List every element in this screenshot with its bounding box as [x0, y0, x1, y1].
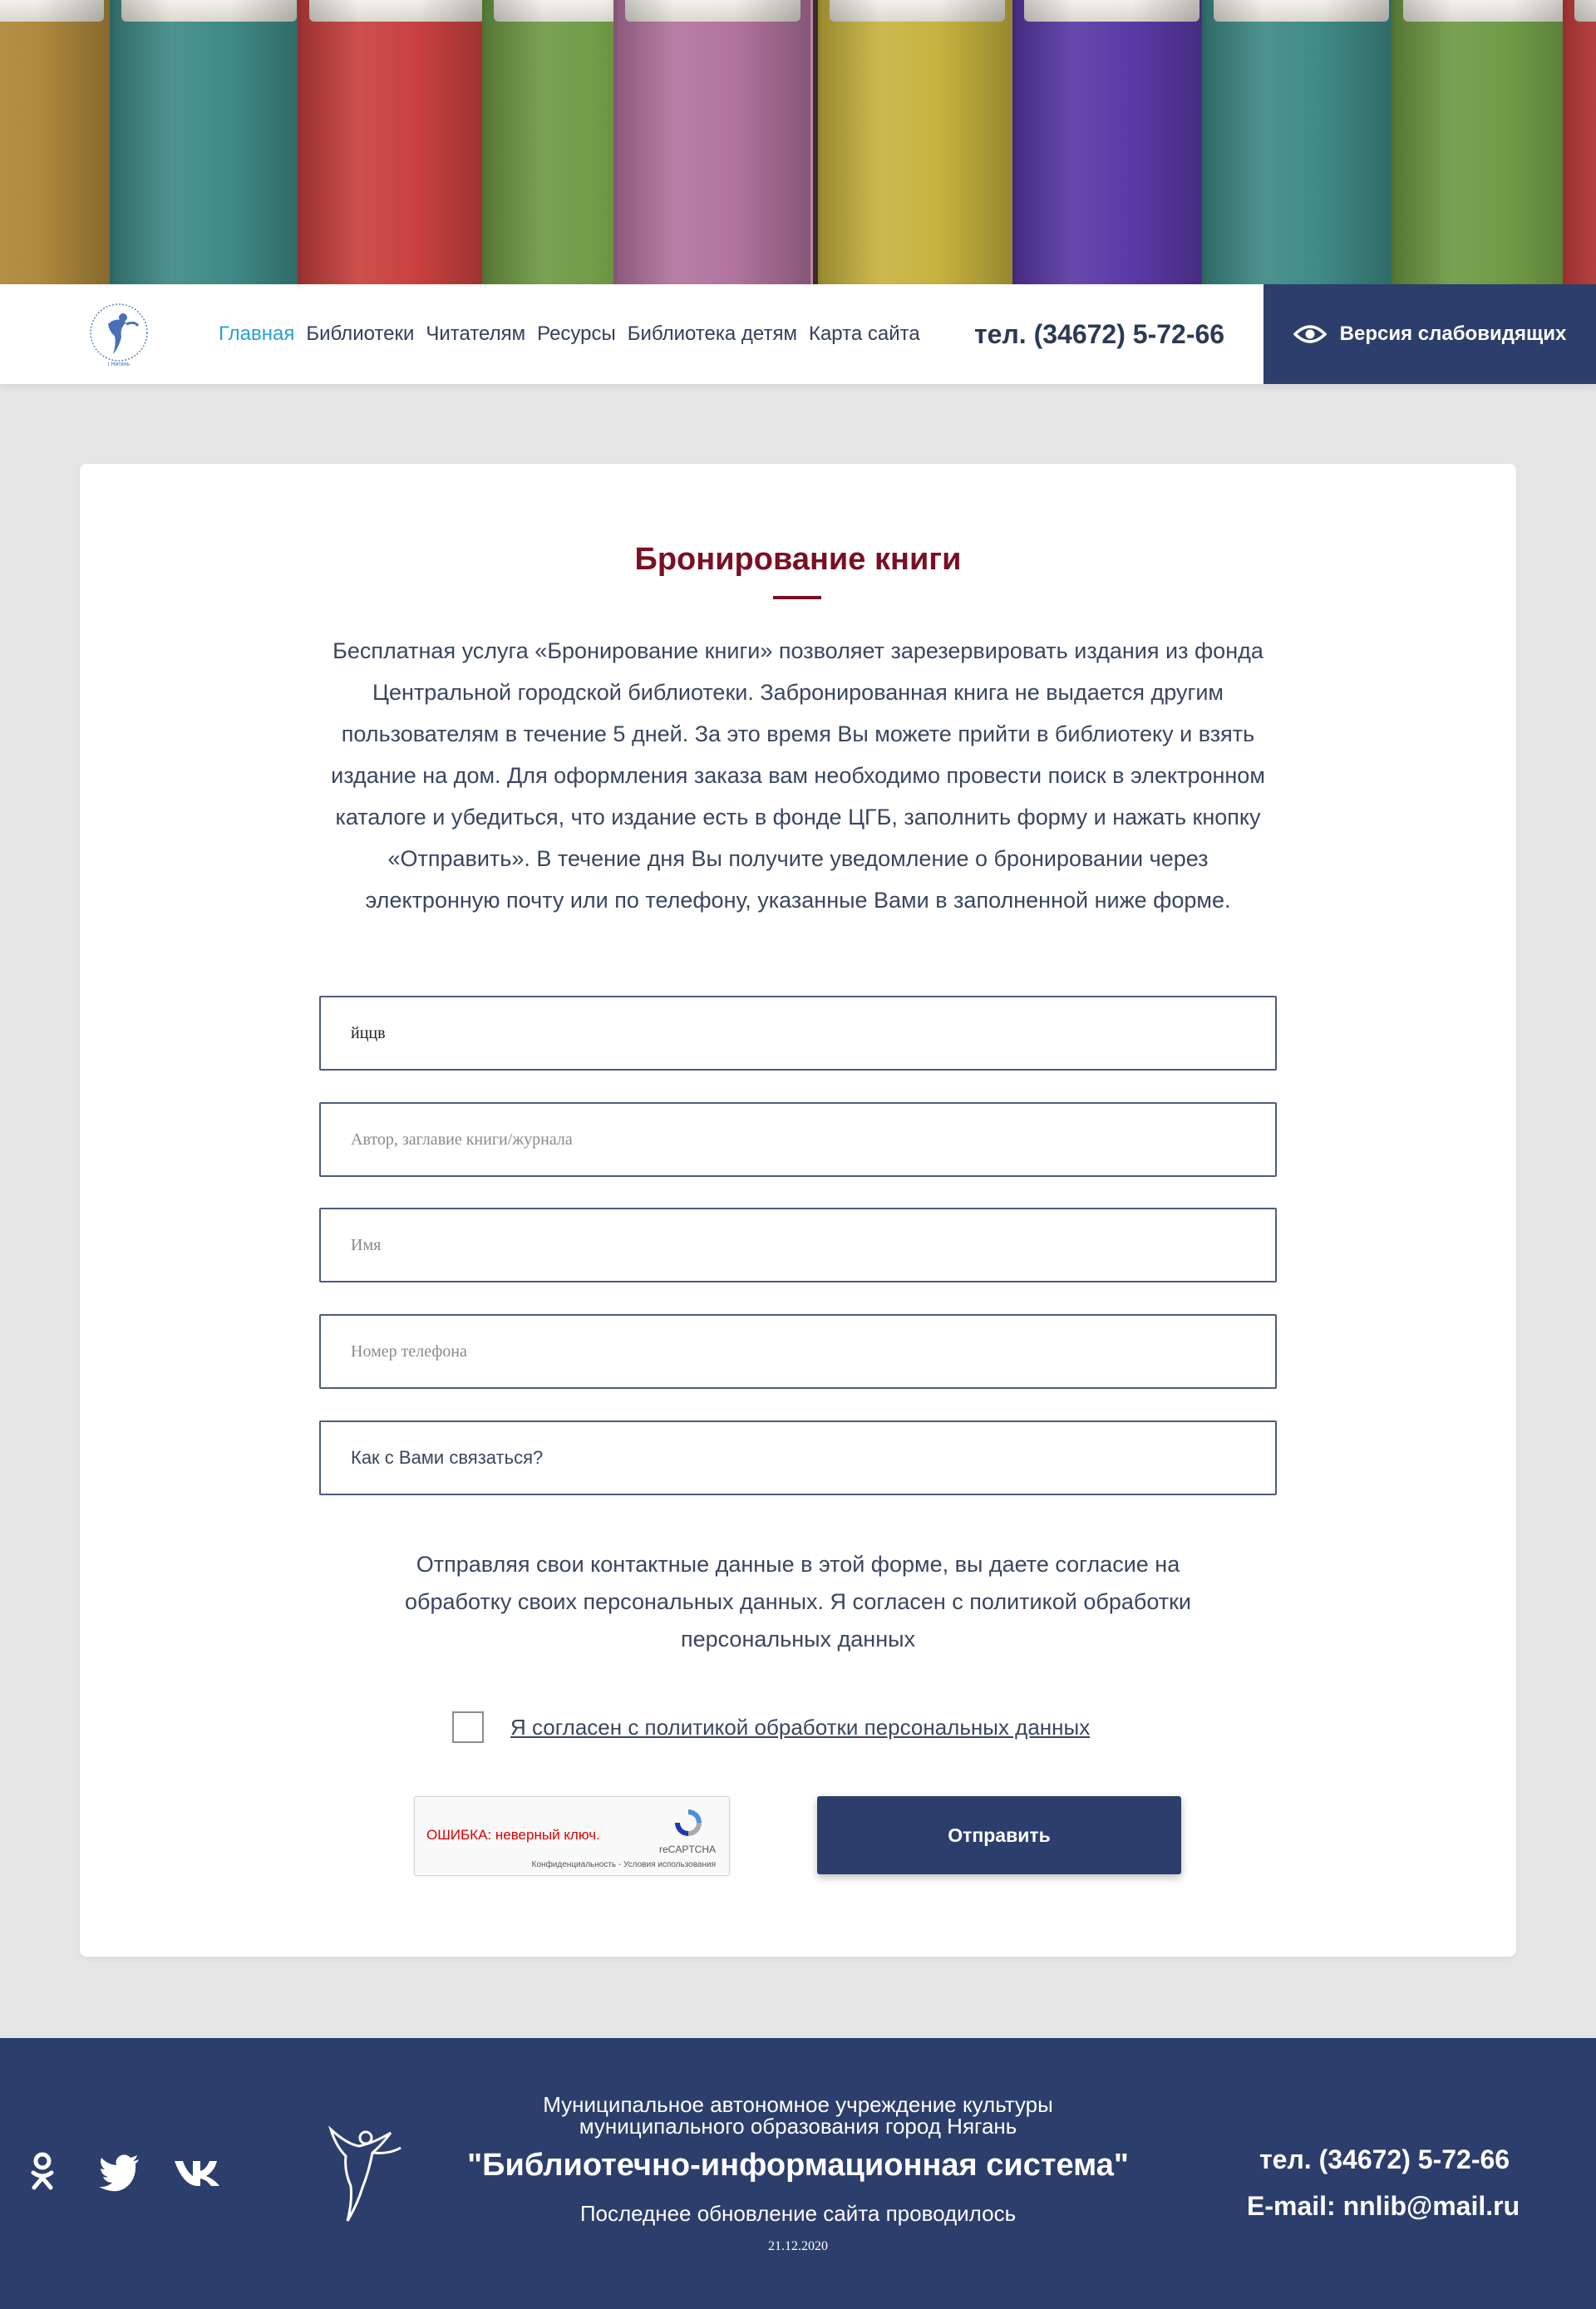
nav-item-kids-library[interactable]: Библиотека детям	[627, 322, 797, 345]
book-spine	[110, 0, 309, 284]
book-title-input[interactable]	[319, 1102, 1277, 1177]
hero-banner	[0, 0, 1596, 284]
library-logo-icon[interactable]	[83, 299, 155, 369]
site-footer	[0, 2038, 1596, 2309]
low-vision-label: Версия слабовидящих	[1339, 322, 1567, 345]
consent-checkbox-row	[452, 1711, 1090, 1744]
book-spine	[1202, 0, 1401, 284]
consent-checkbox[interactable]	[452, 1711, 484, 1743]
low-vision-button[interactable]	[1264, 284, 1596, 384]
svg-text:г.Нягань: г.Нягань	[107, 362, 131, 367]
nav-item-sitemap[interactable]: Карта сайта	[808, 322, 920, 345]
recaptcha-brand: reCAPTCHA	[658, 1844, 716, 1855]
book-spine	[613, 0, 813, 284]
page-title: Бронирование книги	[634, 542, 962, 577]
recaptcha-error: ОШИБКА: неверный ключ.	[426, 1827, 600, 1843]
eye-icon	[1293, 322, 1327, 346]
nav-item-resources[interactable]: Ресурсы	[537, 322, 616, 345]
footer-org-line2: муниципального образования город Нягань	[579, 2114, 1017, 2139]
first-input[interactable]	[319, 996, 1277, 1071]
book-spine	[818, 0, 1017, 284]
recaptcha-links[interactable]: Конфиденциальность - Условия использования	[531, 1860, 716, 1869]
service-description: Бесплатная услуга «Бронирование книги» позволяет зарезервировать издания из фонда Центральной городской библиотеки. Забронированная книга не выдается другим пользователям в течение 5 дней. За это время Вы можете прийти в библиотеку и взять издание на дом. Для оформления заказа вам необходимо провести поиск в электронном каталоге и убедиться, что издание есть в фонде ЦГБ, заполнить форму и нажать кнопку «Отправить». В течение дня Вы получите уведомление о бронировании через электронную почту или по телефону, указанные Вами в заполненной ниже форме.	[331, 638, 1265, 913]
main-nav	[219, 284, 920, 384]
header-phone: тел. (34672) 5-72-66	[974, 319, 1225, 349]
book-spine	[1012, 0, 1212, 284]
nav-item-libraries[interactable]: Библиотеки	[306, 322, 415, 345]
book-spine	[0, 0, 116, 284]
recaptcha-widget[interactable]	[414, 1796, 730, 1876]
footer-org-line1: Муниципальное автономное учреждение культуры	[543, 2092, 1053, 2117]
consent-checkbox-label[interactable]: Я согласен с политикой обработки персональных данных	[510, 1714, 1091, 1740]
footer-update-text: Последнее обновление сайта проводилось	[579, 2201, 1017, 2226]
footer-update-date: 21.12.2020	[768, 2239, 828, 2253]
name-input[interactable]	[319, 1208, 1277, 1283]
submit-button[interactable]: Отправить	[817, 1796, 1181, 1874]
site-header	[0, 284, 1596, 384]
nav-item-home[interactable]: Главная	[219, 322, 295, 345]
contact-method-input[interactable]	[319, 1420, 1277, 1495]
book-spine	[1392, 0, 1591, 284]
consent-text: Отправляя свои контактные данные в этой форме, вы даете согласие на обработку своих персональных данных. Я согласен с политикой обработки персональных данных	[404, 1552, 1192, 1652]
nav-item-readers[interactable]: Читателям	[426, 322, 526, 345]
footer-email[interactable]: E-mail: nnlib@mail.ru	[1247, 2191, 1520, 2221]
recaptcha-logo-icon	[671, 1807, 706, 1839]
footer-phone: тел. (34672) 5-72-66	[1259, 2144, 1510, 2174]
book-spine	[1563, 0, 1596, 284]
title-underline	[773, 596, 821, 599]
phone-input[interactable]	[319, 1314, 1277, 1389]
footer-org-name: "Библиотечно-информационная система"	[467, 2148, 1129, 2183]
book-spine	[298, 0, 497, 284]
